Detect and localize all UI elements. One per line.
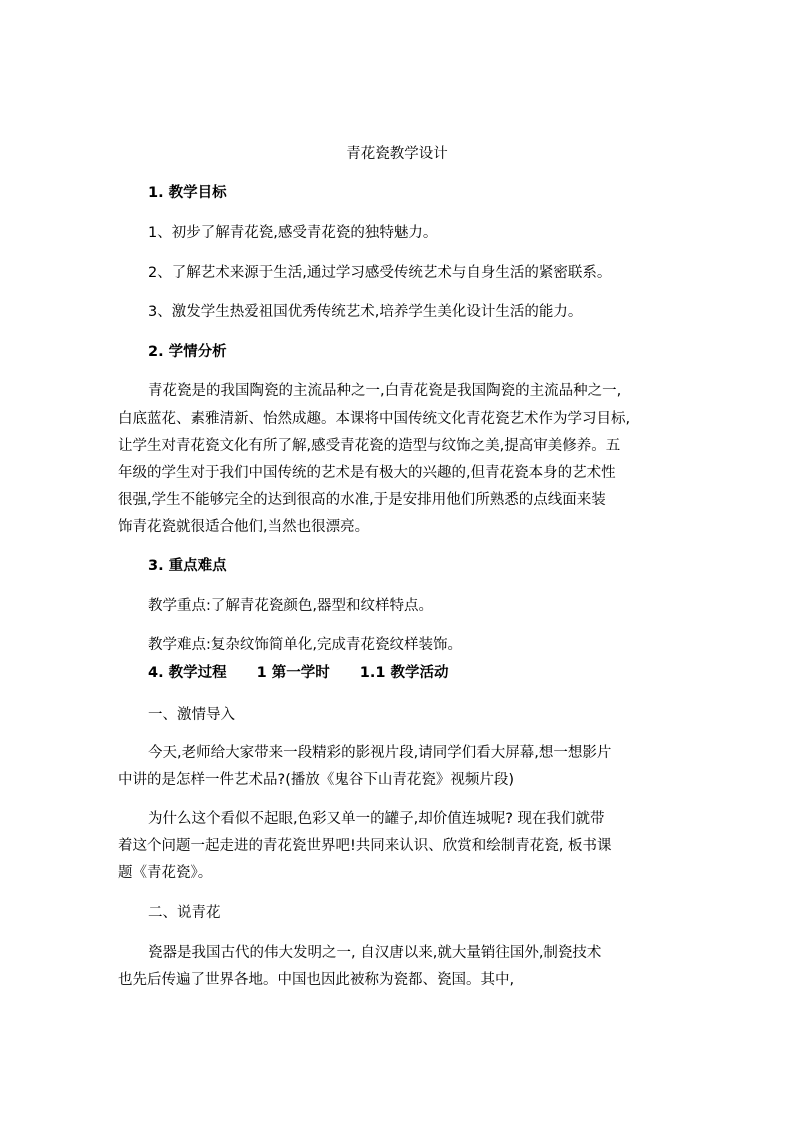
- analysis-line-3: 让学生对青花瓷文化有所了解,感受青花瓷的造型与纹饰之美,提高审美修养。五: [118, 438, 621, 454]
- intro-p1-line-2: 中讲的是怎样一件艺术品?(播放《鬼谷下山青花瓷》视频片段): [118, 772, 515, 788]
- goal-item-3: 3、激发学生热爱祖国优秀传统艺术,培养学生美化设计生活的能力。: [148, 304, 583, 320]
- difficult-point: 教学难点:复杂纹饰简单化,完成青花瓷纹样装饰。: [148, 637, 462, 653]
- section-4-heading-part-2: 1 第一学时: [256, 665, 330, 681]
- goal-item-2: 2、了解艺术来源于生活,通过学习感受传统艺术与自身生活的紧密联系。: [148, 265, 612, 281]
- section-4-heading-part-3: 1.1 教学活动: [359, 665, 449, 681]
- subsection-intro-heading: 一、激情导入: [148, 707, 235, 723]
- analysis-line-5: 很强,学生不能够完全的达到很高的水准,于是安排用他们所熟悉的点线面来装: [118, 492, 606, 508]
- analysis-line-4: 年级的学生对于我们中国传统的艺术是有极大的兴趣的,但青花瓷本身的艺术性: [118, 465, 616, 481]
- analysis-line-2: 白底蓝花、素雅清新、怡然成趣。本课将中国传统文化青花瓷艺术作为学习目标,: [118, 411, 631, 427]
- analysis-line-6: 饰青花瓷就很适合他们,当然也很漂亮。: [118, 519, 370, 535]
- analysis-line-1: 青花瓷是的我国陶瓷的主流品种之一,白青花瓷是我国陶瓷的主流品种之一,: [148, 383, 622, 399]
- intro-p2-line-2: 着这个问题一起走进的青花瓷世界吧!共同来认识、欣赏和绘制青花瓷, 板书课: [118, 838, 612, 854]
- key-point: 教学重点:了解青花瓷颜色,器型和纹样特点。: [148, 598, 433, 614]
- subsection-qinghua-heading: 二、说青花: [148, 905, 221, 921]
- qinghua-line-1: 瓷器是我国古代的伟大发明之一, 自汉唐以来,就大量销往国外,制瓷技术: [148, 945, 602, 961]
- doc-title: 青花瓷教学设计: [346, 146, 448, 162]
- intro-p1-line-1: 今天,老师给大家带来一段精彩的影视片段,请同学们看大屏幕,想一想影片: [148, 745, 612, 761]
- goal-item-1: 1、初步了解青花瓷,感受青花瓷的独特魅力。: [148, 225, 438, 241]
- qinghua-line-2: 也先后传遍了世界各地。中国也因此被称为瓷都、瓷国。其中,: [118, 972, 515, 988]
- intro-p2-line-1: 为什么这个看似不起眼,色彩又单一的罐子,却价值连城呢? 现在我们就带: [148, 811, 605, 827]
- section-4-heading: [148, 663, 718, 683]
- section-1-heading: 1. 教学目标: [148, 185, 227, 201]
- section-2-heading: 2. 学情分析: [148, 344, 227, 360]
- section-3-heading: 3. 重点难点: [148, 558, 227, 574]
- intro-p2-line-3: 题《青花瓷》。: [118, 865, 213, 881]
- section-4-heading-part-1: 4. 教学过程: [148, 665, 227, 681]
